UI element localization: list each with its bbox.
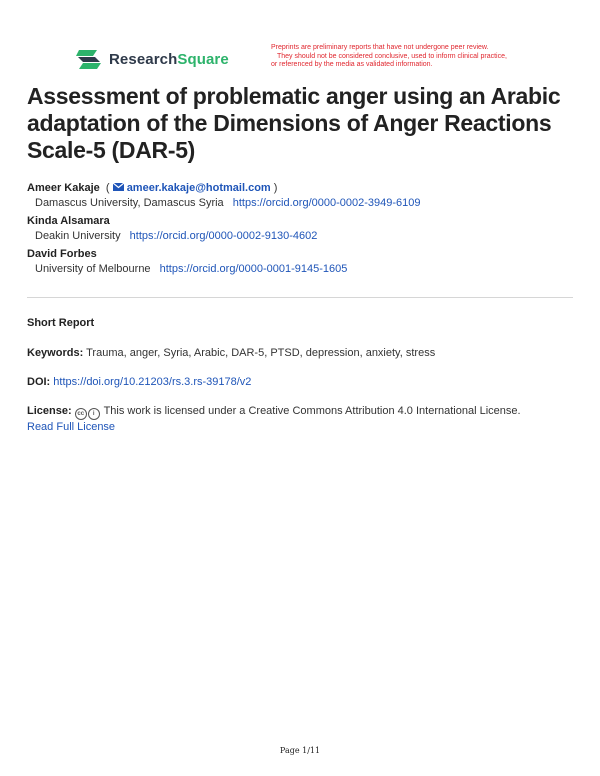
section-divider xyxy=(27,297,573,298)
author-name-line xyxy=(27,181,567,196)
author-name: Ameer Kakaje xyxy=(27,182,100,194)
logo-text-square: Square xyxy=(177,50,229,68)
cc-icon: cc xyxy=(75,408,87,420)
paper-title: Assessment of problematic anger using an Arabic adaptation of the Dimensions of Anger Reactions Scale-5 (DAR-5) xyxy=(27,83,561,163)
affiliation-text: University of Melbourne xyxy=(35,263,151,275)
author-affiliation xyxy=(27,229,567,244)
read-full-license-link[interactable]: Read Full License xyxy=(27,421,116,433)
doi-link[interactable]: https://doi.org/10.21203/rs.3.rs-39178/v2 xyxy=(53,376,252,388)
orcid-link[interactable]: https://orcid.org/0000-0002-9130-4602 xyxy=(129,230,318,242)
affiliation-text: Deakin University xyxy=(35,230,121,242)
keywords-line xyxy=(27,346,573,361)
research-square-logo-icon xyxy=(76,47,102,71)
doi-label: DOI: xyxy=(27,376,51,388)
author-affiliation xyxy=(27,262,567,277)
license-label: License: xyxy=(27,405,72,417)
preprint-notice-line: or referenced by the media as validated information. xyxy=(271,61,433,68)
affiliation-text: Damascus University, Damascus Syria xyxy=(35,197,224,209)
page-number: Page 1/11 xyxy=(279,746,321,755)
research-square-logo[interactable] xyxy=(76,47,229,71)
envelope-icon xyxy=(113,183,124,191)
license-text: This work is licensed under a Creative Commons Attribution 4.0 International License. xyxy=(103,405,521,417)
logo-wordmark xyxy=(109,51,229,68)
preprint-notice-line: Preprints are preliminary reports that have not undergone peer review. xyxy=(271,44,489,51)
preprint-notice xyxy=(271,44,541,70)
license-block xyxy=(27,404,573,435)
author-name: Kinda Alsamara xyxy=(27,215,110,227)
author-name: David Forbes xyxy=(27,248,97,260)
keywords-label: Keywords: xyxy=(27,347,84,359)
logo-text-research: Research xyxy=(109,50,178,68)
doi-line xyxy=(27,375,573,390)
article-type xyxy=(27,316,573,331)
keywords-text: Trauma, anger, Syria, Arabic, DAR-5, PTSD, depression, anxiety, stress xyxy=(86,347,436,359)
article-type-label: Short Report xyxy=(27,317,95,329)
preprint-notice-line: They should not be considered conclusive, used to inform clinical practice, xyxy=(277,52,507,60)
by-icon: i xyxy=(88,408,100,420)
license-line xyxy=(27,404,573,420)
author-email-link[interactable]: ameer.kakaje@hotmail.com xyxy=(126,182,271,194)
author-list xyxy=(27,181,567,280)
email-group: ( ameer.kakaje@hotmail.com ) xyxy=(102,182,278,194)
orcid-link[interactable]: https://orcid.org/0000-0002-3949-6109 xyxy=(232,197,421,209)
orcid-link[interactable]: https://orcid.org/0000-0001-9145-1605 xyxy=(159,263,348,275)
header xyxy=(76,44,536,78)
author-affiliation xyxy=(27,196,567,211)
